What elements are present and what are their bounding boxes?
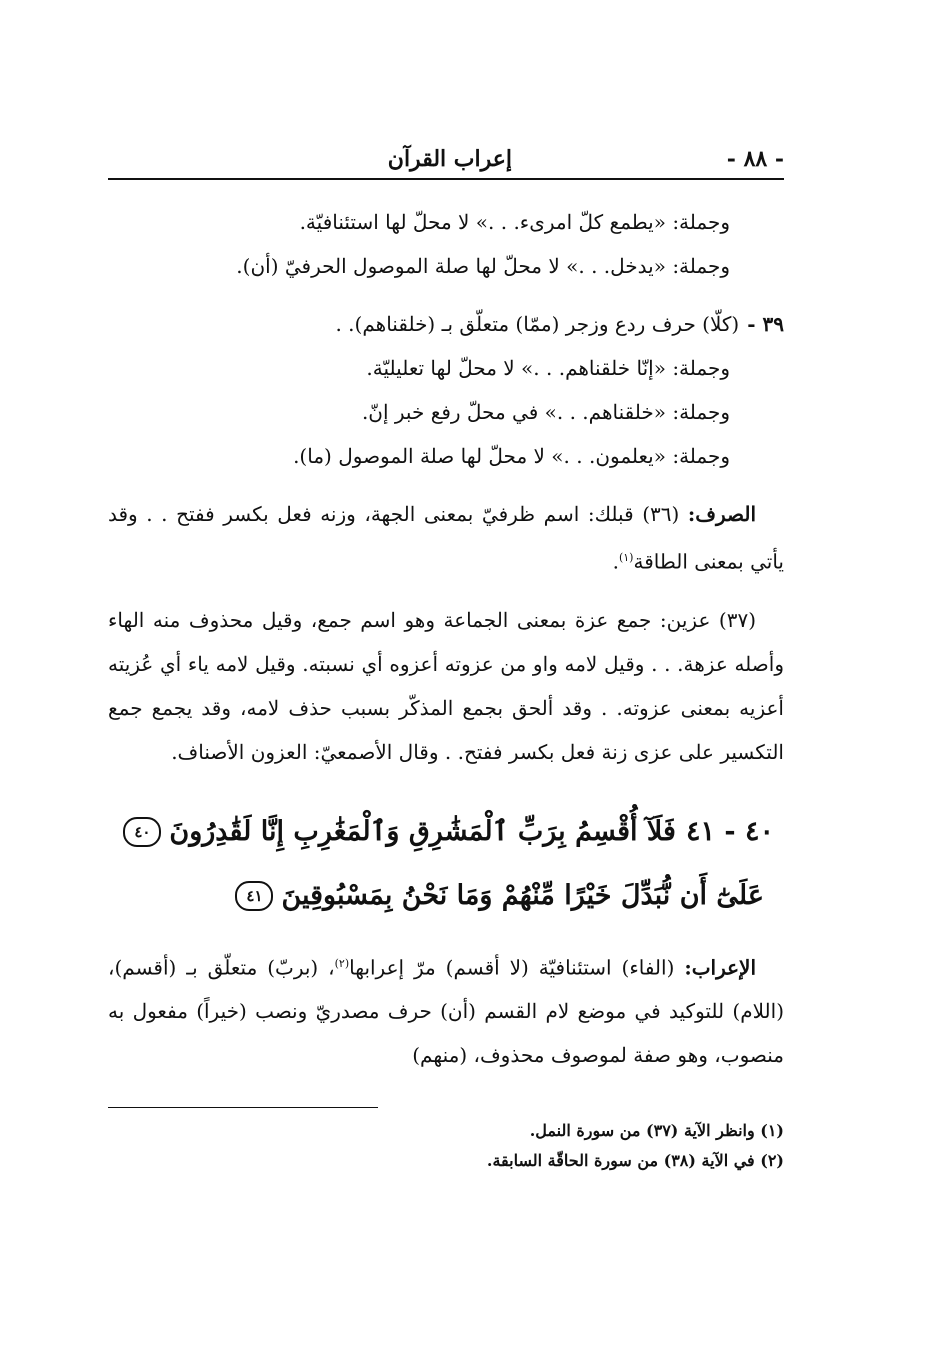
verse-line-2 bbox=[108, 864, 774, 928]
verse-text: عَلَىٰٓ أَن نُّبَدِّلَ خَيْرًا مِّنْهُمْ وَمَا نَحْنُ بِمَسْبُوقِينَ bbox=[281, 879, 764, 911]
text-line: وجملة: «يعلمون. . .» لا محلّ لها صلة الموصول (ما). bbox=[293, 444, 730, 468]
ayah-marker: ٤٠ bbox=[123, 817, 161, 847]
sarf-end: . bbox=[612, 549, 619, 574]
text-line: وجملة: «إنّا خلقناهم. . .» لا محلّ لها تعليليّة. bbox=[366, 356, 730, 380]
header-rule bbox=[108, 178, 784, 180]
irab-text: ، (بربّ) متعلّق بـ (أقسم)، (اللام) للتوكيد في موضع لام القسم (أن) حرف مصدريّ ونصب (خيراً) مفعول به منصوب، وهو صفة لموصوف محذوف، (منهم) bbox=[108, 955, 784, 1068]
section-39 bbox=[108, 302, 784, 478]
para-37: (٣٧) عزين: جمع عزة بمعنى الجماعة وهو اسم جمع، وقيل محذوف منه الهاء وأصله عزهة. . . وقيل لامه واو من عزوته أعزوه أي نسبته. وقيل لامه ياء أي عُزيته أعزيه بمعنى عزوته. . وقد ألحق بجمع المذكّر بسبب حذف لامه، وقد يجمع جمع التكسير على عزى زنة فعل بكسر ففتح. . وقال الأصمعيّ: العزون الأصناف. bbox=[108, 607, 784, 764]
text-line: وجملة: «يدخل. . .» لا محلّ لها صلة الموصول الحرفيّ (أن). bbox=[236, 254, 730, 278]
ayah-marker: ٤١ bbox=[235, 881, 273, 911]
footnote: (١) وانظر الآية (٣٧) من سورة النمل. bbox=[529, 1121, 784, 1141]
irab-paragraph bbox=[108, 942, 784, 1078]
page-number: - ٨٨ - bbox=[726, 146, 784, 172]
book-title: إعراب القرآن bbox=[387, 146, 512, 172]
text-line: وجملة: «خلقناهم. . .» في محلّ رفع خبر إنّ. bbox=[361, 400, 730, 424]
running-header bbox=[108, 140, 784, 178]
document-page bbox=[108, 140, 784, 1176]
footnote-ref: (٢) bbox=[334, 956, 350, 970]
footnote: (٢) في الآية (٣٨) من سورة الحاقّة السابقة. bbox=[486, 1151, 784, 1171]
irab-label: الإعراب: bbox=[684, 955, 757, 980]
text-line: وجملة: «يطمع كلّ امرىء. . .» لا محلّ لها استئنافيّة. bbox=[299, 210, 730, 234]
verse-text: فَلَآ أُقْسِمُ بِرَبِّ ٱلْمَشَٰرِقِ وَٱلْمَغَٰرِبِ إِنَّا لَقَٰدِرُونَ bbox=[169, 815, 676, 847]
irab-text: (الفاء) استئنافيّة (لا أقسم) مرّ إعرابها bbox=[349, 955, 675, 980]
section-number: ٣٩ - bbox=[747, 312, 784, 336]
sarf-text: (٣٦) قبلك: اسم ظرفيّ بمعنى الجهة، وزنه فعل بكسر ففتح . . وقد يأتي بمعنى الطاقة bbox=[108, 502, 784, 574]
text-line bbox=[108, 302, 784, 346]
footnote-ref: (١) bbox=[618, 551, 634, 564]
sarf-paragraph bbox=[108, 492, 784, 584]
verse-line-1 bbox=[108, 800, 774, 864]
quran-verse bbox=[108, 800, 784, 928]
footnote-rule bbox=[108, 1107, 378, 1108]
text-span: (كلّا) حرف ردع وزجر (ممّا) متعلّق بـ (خلقناهم). . bbox=[335, 312, 740, 336]
verse-number: ٤٠ - ٤١ bbox=[685, 815, 774, 847]
sarf-label: الصرف: bbox=[687, 502, 757, 526]
